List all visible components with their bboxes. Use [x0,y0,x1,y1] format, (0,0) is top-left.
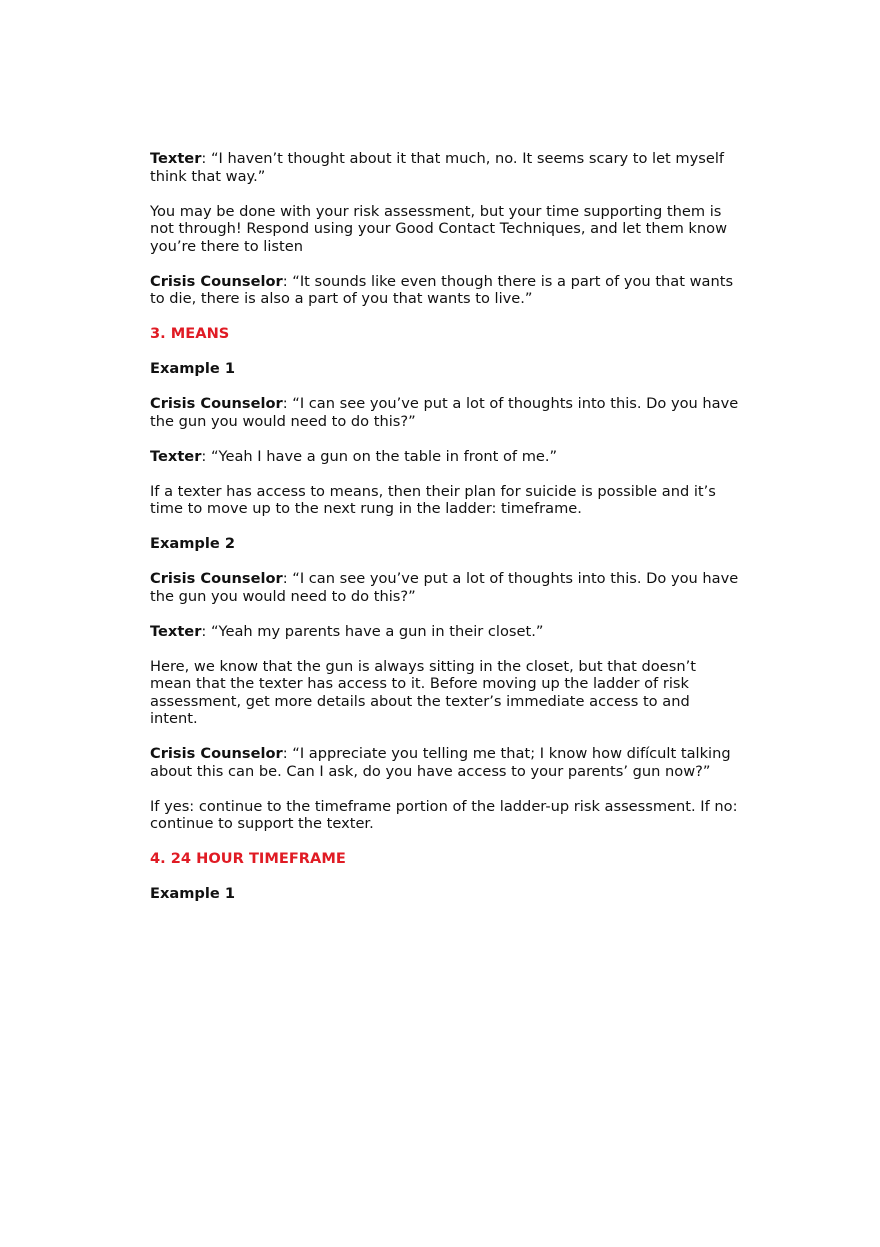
speaker-label: Crisis Counselor [150,272,283,290]
dialogue-text: : “I haven’t thought about it that much, no. It seems scary to let myself think that way.” [150,150,725,185]
speaker-label: Texter [150,447,202,465]
dialogue-text: : “Yeah I have a gun on the table in front of me.” [201,447,558,465]
texter-line-parents-gun [150,623,740,641]
document-page [150,150,740,920]
example-label: Example 1 [150,360,236,377]
speaker-label: Texter [150,150,202,167]
texter-line-gun-table [150,448,740,466]
example-label: Example 2 [150,535,236,552]
dialogue-text: : “I can see you’ve put a lot of thoughts into this. Do you have the gun you would need to do this?” [150,395,739,430]
speaker-label: Crisis Counselor [150,570,283,587]
speaker-label: Texter [150,622,202,640]
texter-line-scary [150,150,740,185]
dialogue-text: : “It sounds like even though there is a part of you that wants to die, there is also a part of you that wants to live.” [150,272,734,307]
counselor-line-gun-question [150,395,740,430]
counselor-line-gun-question-2 [150,570,740,605]
counselor-line-appreciate [150,745,740,780]
paragraph-good-contact: You may be done with your risk assessment, but your time supporting them is not through! Respond using your Good Contact Techniques, and let them know you’re there to listen [150,202,728,255]
dialogue-text: : “I can see you’ve put a lot of thoughts into this. Do you have the gun you would need to do this?” [150,570,739,605]
speaker-label: Crisis Counselor [150,395,283,412]
example-label: Example 1 [150,885,236,902]
counselor-line-part-of-you [150,273,740,308]
paragraph-if-yes-no: If yes: continue to the timeframe portion of the ladder-up risk assessment. If no: continue to support the texter. [150,797,738,832]
paragraph-closet: Here, we know that the gun is always sitting in the closet, but that doesn’t mean that the texter has access to it. Before moving up the ladder of risk assessment, get more details about the texter’s immediate access to and intent. [150,657,696,727]
section-heading-means: 3. MEANS [150,325,230,342]
dialogue-text: : “Yeah my parents have a gun in their closet.” [201,622,544,640]
speaker-label: Crisis Counselor [150,745,283,762]
dialogue-text: : “I appreciate you telling me that; I know how difícult talking about this can be. Can I ask, do you have access to your parents’ gun now?” [150,745,731,780]
paragraph-access-to-means: If a texter has access to means, then their plan for suicide is possible and it’s time to move up to the next rung in the ladder: timeframe. [150,482,716,517]
section-heading-timeframe: 4. 24 HOUR TIMEFRAME [150,850,346,867]
